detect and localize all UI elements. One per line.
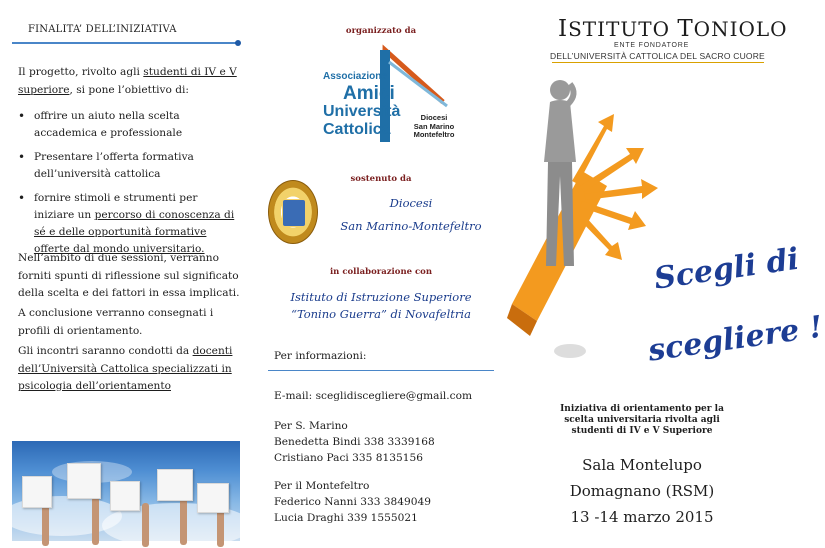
objective-underlined: percorso di conoscenza di sé e delle opportunità formative offerte dal mondo universitario.: [34, 209, 235, 255]
blank-sign: [197, 483, 229, 513]
contact-entry: Benedetta Bindi 338 3339168: [274, 436, 435, 448]
blank-sign: [67, 463, 101, 499]
sessions-paragraph: Nell’ambito di due sessioni, verranno forniti spunti di riflessione sul significato della scelta e dei fattori in essa implicati.: [18, 252, 240, 299]
intro-text: Il progetto, rivolto agli: [18, 66, 144, 78]
section-heading: FINALITA’ DELL’INIZIATIVA: [28, 24, 177, 35]
initiative-description: Iniziativa di orientamento per la scelta universitaria rivolta agli studenti di IV e V Superiore: [560, 404, 724, 436]
contact-entry: Federico Nanni 333 3849049: [274, 496, 431, 508]
contact-entry: Lucia Draghi 339 1555021: [274, 512, 418, 524]
intro-text-end: , si pone l’obiettivo di:: [69, 83, 189, 96]
objective-text: Presentare l’offerta formativa dell’università cattolica: [34, 151, 194, 180]
teachers-text: Gli incontri saranno condotti da: [18, 345, 193, 357]
university-line: DELL’UNIVERSITÀ CATTOLICA DEL SACRO CUORE: [550, 51, 765, 61]
email-line: E-mail: sceglidiscegliere@gmail.com: [274, 390, 472, 402]
logo-diocesi-line: Diocesi: [420, 113, 448, 122]
institute-title: [558, 16, 788, 42]
sky-hands-photo: [12, 441, 240, 541]
institute-divider: [552, 62, 764, 63]
blank-sign: [22, 476, 52, 508]
list-item: [18, 149, 240, 183]
slogan-line2: scegliere !: [646, 309, 825, 369]
list-item: [18, 108, 240, 142]
supported-by-label: sostenuto da: [350, 174, 412, 184]
school-name-line2: “Tonino Guerra” di Novafeltria: [291, 307, 471, 321]
intro-target-students: studenti di IV e V superiore: [18, 66, 237, 96]
objective-text: offrire un aiuto nella scelta accademica e professionale: [34, 110, 183, 139]
teachers-paragraph: [18, 343, 240, 396]
logo-diocesi-line: San Marino: [413, 121, 455, 131]
contact-group-title: Per il Montefeltro: [274, 480, 370, 492]
left-panel: [0, 0, 250, 543]
slogan-line1: Scegli di: [652, 241, 802, 297]
profiles-paragraph: A conclusione verranno consegnati i profili di orientamento.: [18, 307, 214, 337]
title-cap: I: [558, 16, 569, 42]
middle-panel: [256, 0, 506, 543]
title-rest: STITUTO: [568, 17, 670, 41]
heading-divider: [12, 42, 238, 44]
logo-line: Università: [323, 103, 401, 120]
venue-town: Domagnano (RSM): [569, 482, 715, 500]
title-cap: T: [677, 16, 694, 42]
venue-name: Sala Montelupo: [582, 456, 702, 474]
event-dates: 13 -14 marzo 2015: [570, 508, 714, 526]
school-name-line1: Istituto di Istruzione Superiore: [290, 290, 472, 304]
intro-paragraph: [18, 64, 240, 99]
diocese-seal: [268, 180, 318, 244]
blank-sign: [110, 481, 140, 511]
logo-diocesi: [409, 114, 459, 140]
diocese-name-line1: Diocesi: [389, 196, 433, 210]
logo-diocesi-line: Montefeltro: [413, 130, 455, 139]
list-item: [18, 190, 240, 258]
contacts-montefeltro: [274, 478, 431, 526]
teachers-underlined: docenti dell’Università Cattolica specializzati in psicologia dell’orientamento: [18, 345, 233, 392]
objectives-list: [18, 108, 240, 265]
contact-group-title: Per S. Marino: [274, 420, 348, 432]
collaboration-label: in collaborazione con: [329, 267, 433, 277]
logo-line: Associazione: [323, 71, 387, 82]
diocese-name-line2: San Marino-Montefeltro: [340, 219, 482, 233]
logo-line: Amici: [343, 83, 395, 104]
organized-by-label: organizzato da: [345, 26, 417, 36]
info-label: Per informazioni:: [274, 350, 367, 362]
info-divider: [268, 370, 494, 371]
contacts-san-marino: [274, 418, 435, 466]
title-rest: ONIOLO: [693, 17, 788, 41]
objective-text: fornire stimoli e strumenti per iniziare un: [34, 192, 198, 221]
contact-entry: Cristiano Paci 335 8135156: [274, 452, 423, 464]
logo-line: Cattolica: [323, 121, 391, 138]
right-panel: [512, 0, 825, 543]
institute-subtitle: ENTE FONDATORE: [614, 42, 690, 49]
blank-sign: [157, 469, 193, 501]
amici-universita-cattolica-logo: [323, 42, 459, 147]
